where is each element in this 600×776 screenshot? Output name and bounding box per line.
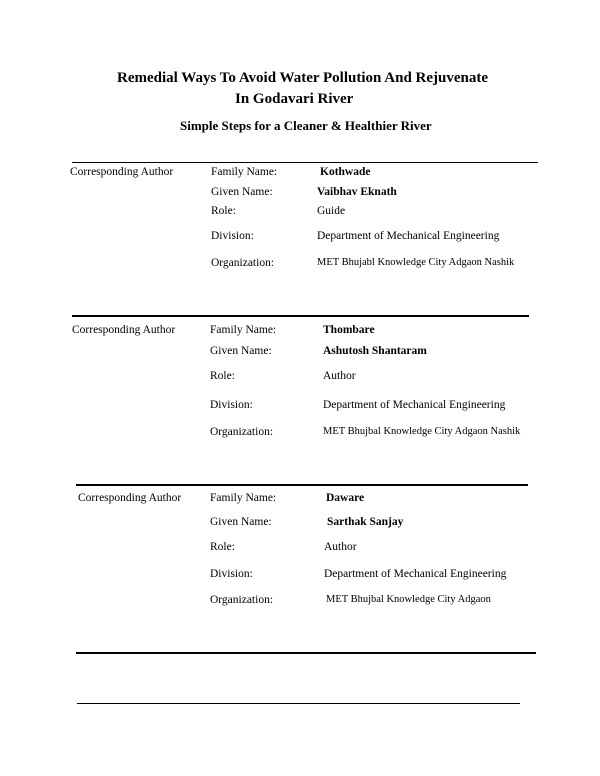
corresponding-author-label: Corresponding Author (78, 492, 182, 504)
family-name-value: Thombare (323, 324, 375, 336)
subtitle: Simple Steps for a Cleaner & Healthier River (180, 118, 432, 133)
division-value: Department of Mechanical Engineering (317, 230, 500, 242)
divider-1 (72, 315, 529, 317)
family-name-label: Family Name: (211, 166, 278, 178)
divider-2 (76, 484, 528, 486)
organization-value: MET Bhujbal Knowledge City Adgaon (326, 594, 491, 605)
organization-label: Organization: (210, 594, 274, 606)
role-label: Role: (210, 370, 235, 382)
title-line-1: Remedial Ways To Avoid Water Pollution And Rejuvenate (117, 70, 489, 86)
organization-label: Organization: (210, 426, 274, 438)
division-label: Division: (210, 399, 253, 411)
division-label: Division: (210, 568, 253, 580)
role-value: Guide (317, 205, 346, 217)
division-label: Division: (211, 230, 254, 242)
division-value: Department of Mechanical Engineering (323, 399, 506, 411)
role-label: Role: (210, 541, 235, 553)
role-label: Role: (211, 205, 236, 217)
given-name-label: Given Name: (210, 516, 272, 528)
division-value: Department of Mechanical Engineering (324, 568, 507, 580)
family-name-label: Family Name: (210, 492, 277, 504)
given-name-value: Vaibhav Eknath (317, 186, 397, 198)
given-name-label: Given Name: (210, 345, 272, 357)
divider-3 (76, 652, 536, 654)
family-name-value: Kothwade (320, 166, 371, 178)
title-line-2: In Godavari River (235, 91, 354, 107)
corresponding-author-label: Corresponding Author (72, 324, 176, 336)
family-name-value: Daware (326, 492, 365, 504)
given-name-value: Ashutosh Shantaram (323, 345, 427, 357)
corresponding-author-label: Corresponding Author (70, 166, 174, 178)
divider-top (72, 162, 538, 163)
given-name-value: Sarthak Sanjay (327, 516, 404, 528)
organization-value: MET Bhujbal Knowledge City Adgaon Nashik (323, 426, 521, 437)
divider-bottom (77, 703, 520, 704)
given-name-label: Given Name: (211, 186, 273, 198)
role-value: Author (324, 541, 357, 553)
organization-label: Organization: (211, 257, 275, 269)
role-value: Author (323, 370, 356, 382)
family-name-label: Family Name: (210, 324, 277, 336)
organization-value: MET Bhujabl Knowledge City Adgaon Nashik (317, 257, 515, 268)
